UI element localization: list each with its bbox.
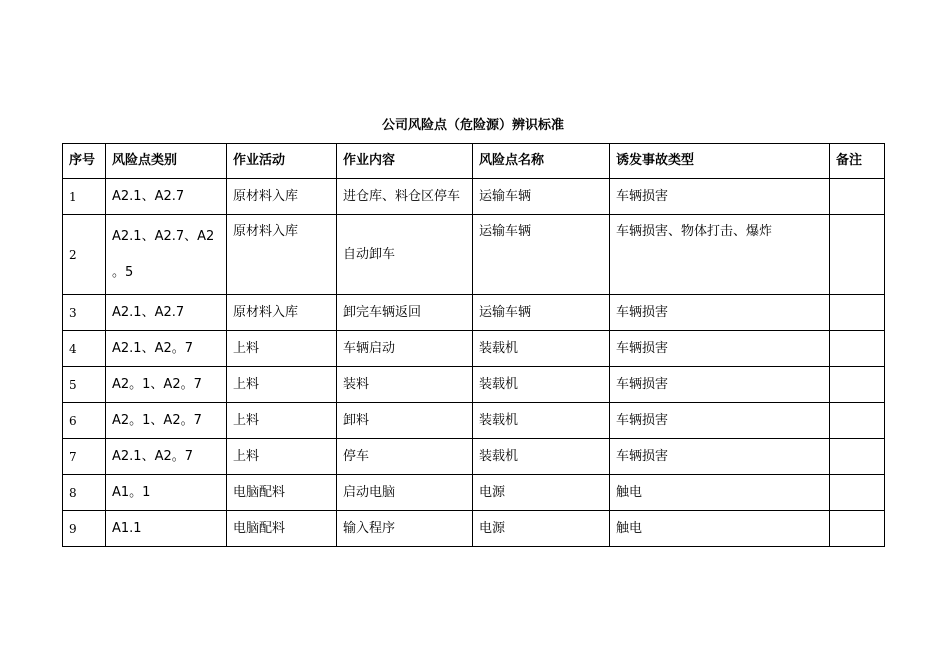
cell-content: 车辆启动 <box>337 331 473 367</box>
cell-content: 卸完车辆返回 <box>337 295 473 331</box>
cell-seq: 2 <box>63 215 106 295</box>
cell-content: 停车 <box>337 439 473 475</box>
cell-risk-name: 电源 <box>473 511 610 547</box>
cell-activity: 原材料入库 <box>227 179 337 215</box>
cell-seq: 6 <box>63 403 106 439</box>
table-row <box>63 511 885 547</box>
cell-category: A2.1、A2。7 <box>106 439 227 475</box>
cell-risk-name: 运输车辆 <box>473 179 610 215</box>
cell-remarks <box>830 295 885 331</box>
cell-accident-type: 车辆损害 <box>610 403 830 439</box>
cell-category-line1: A2.1、A2.7、A2 <box>112 228 215 244</box>
cell-activity: 电脑配料 <box>227 475 337 511</box>
cell-seq: 4 <box>63 331 106 367</box>
cell-activity: 上料 <box>227 439 337 475</box>
header-risk-name: 风险点名称 <box>473 144 610 179</box>
cell-seq: 1 <box>63 179 106 215</box>
cell-seq: 7 <box>63 439 106 475</box>
cell-risk-name: 运输车辆 <box>473 295 610 331</box>
table-row <box>63 403 885 439</box>
cell-remarks <box>830 215 885 295</box>
document-title: 公司风险点（危险源）辨识标准 <box>381 118 564 133</box>
cell-content: 装料 <box>337 367 473 403</box>
cell-activity: 上料 <box>227 403 337 439</box>
cell-category: A1。1 <box>106 475 227 511</box>
cell-activity: 上料 <box>227 367 337 403</box>
cell-remarks <box>830 475 885 511</box>
cell-accident-type: 触电 <box>610 475 830 511</box>
cell-category: A2。1、A2。7 <box>106 403 227 439</box>
cell-seq: 3 <box>63 295 106 331</box>
cell-category: A2。1、A2。7 <box>106 367 227 403</box>
cell-risk-name: 电源 <box>473 475 610 511</box>
cell-content: 卸料 <box>337 403 473 439</box>
cell-activity: 上料 <box>227 331 337 367</box>
cell-risk-name: 装载机 <box>473 331 610 367</box>
header-remarks: 备注 <box>830 144 885 179</box>
header-activity: 作业活动 <box>227 144 337 179</box>
table-row <box>63 215 885 295</box>
cell-activity: 原材料入库 <box>227 215 337 295</box>
cell-accident-type: 车辆损害 <box>610 439 830 475</box>
cell-seq: 9 <box>63 511 106 547</box>
header-accident-type: 诱发事故类型 <box>610 144 830 179</box>
cell-category: A2.1、A2.7 <box>106 179 227 215</box>
cell-category <box>106 215 227 295</box>
cell-remarks <box>830 403 885 439</box>
table-row <box>63 439 885 475</box>
risk-table <box>62 143 885 547</box>
cell-category: A2.1、A2.7 <box>106 295 227 331</box>
cell-content: 进仓库、料仓区停车 <box>337 179 473 215</box>
cell-accident-type: 车辆损害 <box>610 331 830 367</box>
cell-activity: 电脑配料 <box>227 511 337 547</box>
cell-seq: 5 <box>63 367 106 403</box>
header-category: 风险点类别 <box>106 144 227 179</box>
table-row <box>63 475 885 511</box>
cell-risk-name: 装载机 <box>473 367 610 403</box>
cell-accident-type: 车辆损害、物体打击、爆炸 <box>610 215 830 295</box>
cell-category-line2: 。5 <box>112 264 134 280</box>
cell-remarks <box>830 331 885 367</box>
cell-risk-name: 装载机 <box>473 439 610 475</box>
cell-category: A1.1 <box>106 511 227 547</box>
cell-remarks <box>830 179 885 215</box>
table-header-row <box>63 144 885 179</box>
cell-accident-type: 车辆损害 <box>610 179 830 215</box>
cell-content: 自动卸车 <box>337 215 473 295</box>
cell-accident-type: 车辆损害 <box>610 367 830 403</box>
header-seq: 序号 <box>63 144 106 179</box>
header-content: 作业内容 <box>337 144 473 179</box>
table-row <box>63 295 885 331</box>
table-row <box>63 331 885 367</box>
cell-accident-type: 车辆损害 <box>610 295 830 331</box>
cell-remarks <box>830 439 885 475</box>
cell-risk-name: 装载机 <box>473 403 610 439</box>
cell-category: A2.1、A2。7 <box>106 331 227 367</box>
cell-content: 启动电脑 <box>337 475 473 511</box>
table-row <box>63 367 885 403</box>
cell-accident-type: 触电 <box>610 511 830 547</box>
cell-content: 输入程序 <box>337 511 473 547</box>
cell-risk-name: 运输车辆 <box>473 215 610 295</box>
cell-remarks <box>830 511 885 547</box>
cell-seq: 8 <box>63 475 106 511</box>
cell-remarks <box>830 367 885 403</box>
table-row <box>63 179 885 215</box>
cell-activity: 原材料入库 <box>227 295 337 331</box>
